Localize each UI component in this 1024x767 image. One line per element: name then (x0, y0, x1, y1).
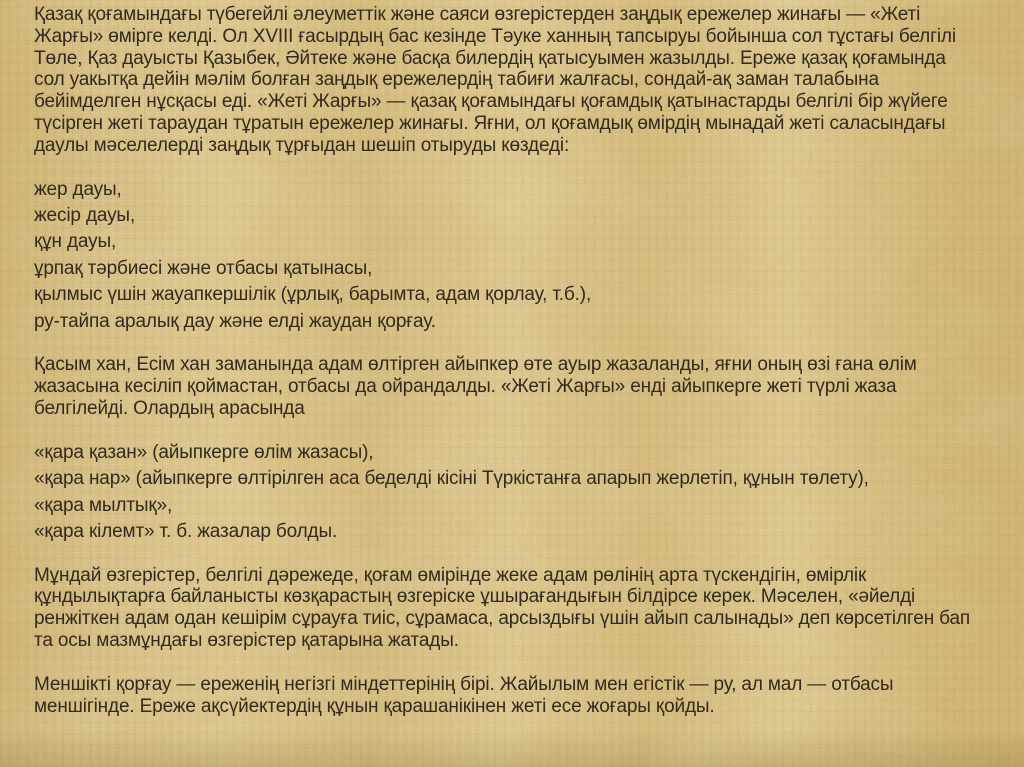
text-line: Қасым хан, Есім хан заманында адам өлтірген айыпкер өте ауыр жазаланды, яғни оның өзі ғана өлім (34, 354, 917, 376)
dispute-list (34, 179, 1000, 333)
text-line: бейімделген нұсқасы еді. «Жеті Жарғы» — қазақ қоғамындағы қоғамдық қатынастарды белгілі бір жүйеге (34, 91, 948, 113)
text-line: ұрпақ тәрбиесі және отбасы қатынасы, (34, 257, 373, 279)
text-line: даулы мәселелерді заңдық тұрғыдан шешіп отыруды көздеді: (34, 134, 570, 156)
text-line: та осы мазмұндағы өзгерістер қатарына жатады. (34, 630, 459, 652)
text-line: Төле, Қаз дауысты Қазыбек, Әйтеке және басқа билердің қатысуымен жазылды. Ереже қазақ қоғамында (34, 47, 946, 69)
text-line: ренжіткен адам одан кешірім сұрауға тиіс, сұрамаса, арсыздығы үшін айып салынады» деп көрсетілген бап (34, 608, 971, 630)
text-line: белгілейді. Олардың арасында (34, 397, 305, 419)
text-line: сол уакытқа дейін мәлім болған заңдық ережелердің табиғи жалғасы, сондай-ақ заман талабына (34, 69, 879, 91)
slide-text-content (34, 4, 1000, 739)
paragraph (34, 565, 1000, 652)
text-line: «қара кілемт» т. б. жазалар болды. (34, 520, 338, 542)
text-line: «қара мылтық», (34, 494, 173, 516)
text-line: қылмыс үшін жауапкершілік (ұрлық, барымта, адам қорлау, т.б.), (34, 284, 592, 306)
dispute-list (34, 442, 1000, 543)
text-line: жер дауы, (34, 178, 122, 200)
text-line: меншігінде. Ереже ақсүйектердің құнын қарашанікінен жеті есе жоғары қойды. (34, 695, 715, 717)
text-line: «қара нар» (айыпкерге өлтірілген аса беделді кісіні Түркістанға апарып жерлетіп, құнын төлету), (34, 468, 869, 490)
text-line: Қазақ қоғамындағы түбегейлі әлеуметтік және саяси өзгерістерден заңдық ережелер жинағы — «Жеті (34, 4, 921, 25)
paragraph (34, 4, 1000, 157)
paragraph (34, 354, 1000, 419)
text-line: «қара қазан» (айыпкерге өлім жазасы), (34, 441, 374, 463)
text-line: жазасына кесіліп қоймастан, отбасы да ойрандалды. «Жеті Жарғы» енді айыпкерге жеті түрлі жаза (34, 376, 897, 398)
text-line: ру-тайпа аралық дау және елді жаудан қорғау. (34, 310, 436, 332)
text-line: Мұндай өзгерістер, белгілі дәрежеде, қоғам өмірінде жеке адам рөлінің арта түскендігін, өмірлік (34, 564, 867, 586)
paragraph (34, 674, 1000, 718)
text-line: құндылықтарға байланысты көзқарастың өзгеріске ұшырағандығын білдірсе керек. Мәселен, «әйелді (34, 586, 916, 608)
text-line: жесір дауы, (34, 204, 136, 226)
text-line: Меншікті қорғау — ереженің негізгі міндеттерінің бірі. Жайылым мен егістік — ру, ал мал — отбасы (34, 673, 894, 695)
text-line: түсірген жеті тараудан тұратын ережелер жинағы. Яғни, ол қоғамдық өмірдің мынадай жеті саласындағы (34, 112, 946, 134)
text-line: құн дауы, (34, 231, 117, 253)
text-line: Жарғы» өмірге келді. Ол XVIII ғасырдың бас кезінде Тәуке ханның тапсыруы бойынша сол тұстағы белгілі (34, 25, 956, 47)
